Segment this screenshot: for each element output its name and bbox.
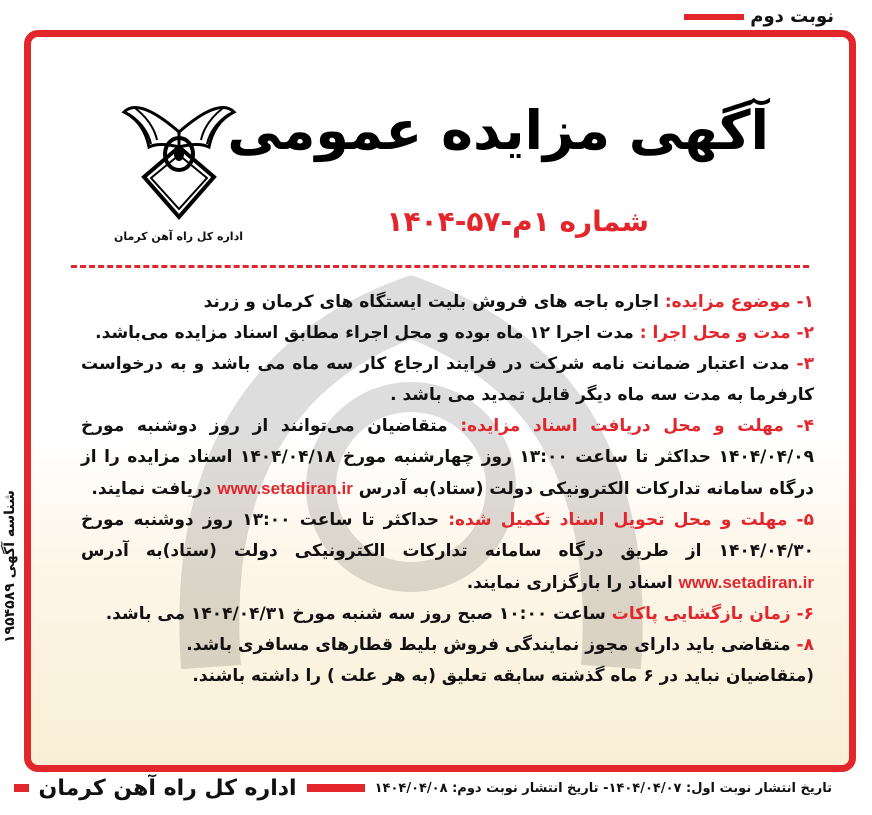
notice-number: شماره ۱م-۵۷-۱۴۰۴ xyxy=(386,205,649,238)
item-label: ۵- مهلت و محل تحویل اسناد تکمیل شده: xyxy=(448,510,815,530)
footer-bar-end xyxy=(14,784,29,792)
item-label: ۱- موضوع مزایده: xyxy=(664,292,814,312)
round-bar xyxy=(684,14,744,20)
item-label: ۸- xyxy=(796,635,814,655)
item-text-tail: اسناد را بارگزاری نمایند. xyxy=(466,573,679,593)
item-text-tail: دریافت نمایند. xyxy=(91,479,218,499)
dashed-divider xyxy=(71,265,809,268)
publish-dates: تاریخ انتشار نوبت اول: ۱۴۰۴/۰۴/۰۷- تاریخ انتشار نوبت دوم: ۱۴۰۴/۰۴/۰۸ xyxy=(374,780,832,796)
list-item xyxy=(81,661,814,692)
list-item xyxy=(81,505,814,599)
round-tag xyxy=(676,6,842,27)
list-item xyxy=(81,599,814,630)
footer-org: اداره کل راه آهن کرمان xyxy=(38,775,297,801)
logo-caption: اداره کل راه آهن کرمان xyxy=(113,230,243,243)
round-label: نوبت دوم xyxy=(750,6,834,27)
page-title: آگهی مزایده عمومی xyxy=(227,99,769,162)
railway-emblem-icon xyxy=(119,92,239,222)
ad-id: شناسه آگهی ۱۹۵۴۵۸۹ xyxy=(2,490,18,643)
list-item xyxy=(81,349,814,411)
list-item xyxy=(81,630,814,661)
item-text: متقاضی باید دارای مجوز نمایندگی فروش بلیط قطارهای مسافری باشد. xyxy=(186,635,797,655)
item-text: حداکثر تا ساعت ۱۳:۰۰ روز دوشنبه مورخ ۱۴۰۴/۰۴/۳۰ از طریق درگاه سامانه تدارکات الکترونیکی دولت (ستاد)به آدرس xyxy=(81,510,814,561)
item-text: (متقاضیان نباید در ۶ ماه گذشته سابقه تعلیق (به هر علت ) را داشته باشند. xyxy=(192,666,814,686)
item-text: اجاره باجه های فروش بلیت ایستگاه های کرمان و زرند xyxy=(203,292,665,312)
notice-body xyxy=(81,287,814,692)
list-item xyxy=(81,318,814,349)
list-item xyxy=(81,411,814,505)
item-label: ۴- مهلت و محل دریافت اسناد مزایده: xyxy=(460,416,815,436)
list-item xyxy=(81,287,814,318)
item-label: ۲- مدت و محل اجرا : xyxy=(639,323,814,343)
item-text: مدت اعتبار ضمانت نامه شرکت در فرایند ارجاع کار سه ماه می باشد و به درخواست کارفرما به مدت سه ماه دیگر قابل تمدید می باشد . xyxy=(81,354,814,405)
setad-link[interactable]: www.setadiran.ir xyxy=(678,573,814,592)
footer xyxy=(38,774,832,802)
item-text: مدت اجرا ۱۲ ماه بوده و محل اجراء مطابق اسناد مزایده می‌باشد. xyxy=(95,323,640,343)
setad-link[interactable]: www.setadiran.ir xyxy=(217,479,353,498)
item-label: ۶- زمان بازگشایی پاکات xyxy=(611,604,814,624)
item-text: متقاضیان می‌توانند از روز دوشنبه مورخ ۱۴۰۴/۰۴/۰۹ حداکثر تا ساعت ۱۳:۰۰ روز چهارشنبه مورخ ۱۴۰۴/۰۴/۱۸ اسناد مزایده را از درگاه سامانه تدارکات الکترونیکی دولت (ستاد)به آدرس xyxy=(81,416,814,499)
footer-bar xyxy=(307,784,365,792)
item-text: ساعت ۱۰:۰۰ صبح روز سه شنبه مورخ ۱۴۰۴/۰۴/۳۱ می باشد. xyxy=(105,604,612,624)
notice-frame xyxy=(24,30,856,772)
item-label: ۳- xyxy=(796,354,814,374)
